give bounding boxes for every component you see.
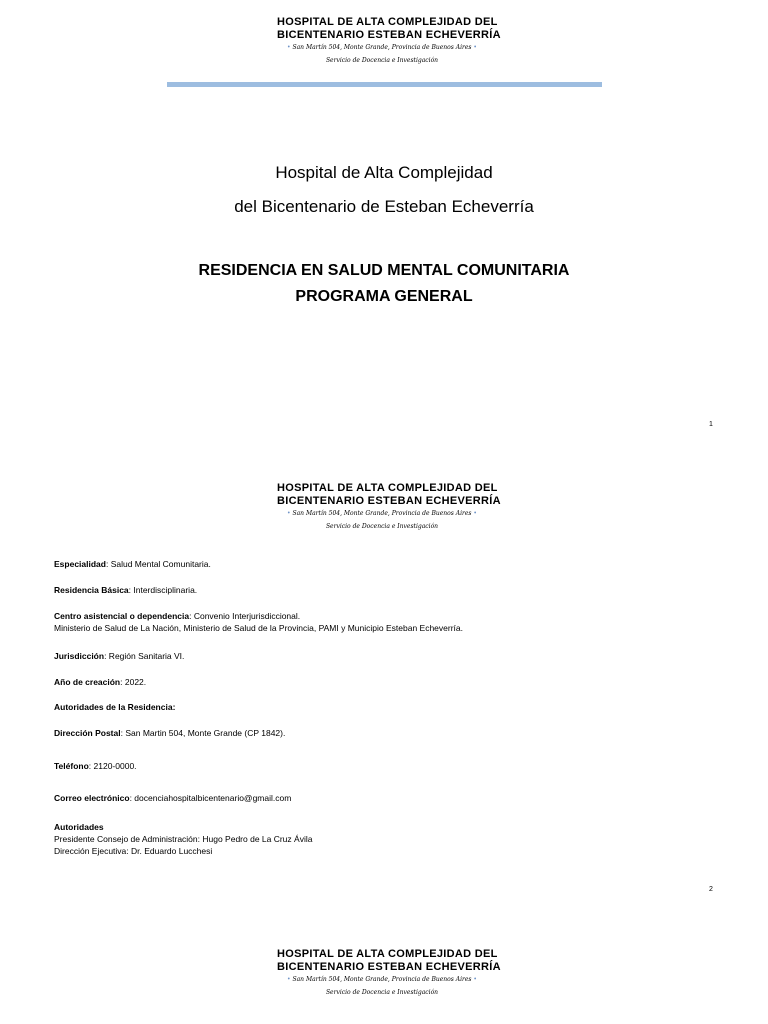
field-value: : — [172, 702, 176, 712]
letterhead-address: San Martín 504, Monte Grande, Provincia de Buenos Aires — [292, 976, 472, 983]
field-autoridades-residencia — [54, 701, 175, 713]
page-number-2: 2 — [709, 886, 713, 893]
letterhead-title-line1: HOSPITAL DE ALTA COMPLEJIDAD DEL — [277, 16, 498, 28]
letterhead-title-line2: BICENTENARIO ESTEBAN ECHEVERRÍA — [277, 495, 501, 507]
autoridad-presidente: Presidente Consejo de Administración: Hugo Pedro de La Cruz Ávila — [54, 834, 313, 844]
field-jurisdiccion — [54, 650, 184, 662]
letterhead-title-line1: HOSPITAL DE ALTA COMPLEJIDAD DEL — [277, 482, 498, 494]
field-label: Teléfono — [54, 761, 89, 771]
field-value: : docenciahospitalbicentenario@gmail.com — [129, 793, 292, 803]
field-value: : Región Sanitaria VI. — [104, 651, 185, 661]
field-correo — [54, 792, 291, 804]
field-value: : Salud Mental Comunitaria. — [105, 559, 211, 569]
letterhead-title-line2: BICENTENARIO ESTEBAN ECHEVERRÍA — [277, 29, 501, 41]
field-value: : Interdisciplinaria. — [128, 585, 198, 595]
field-residencia-basica — [54, 584, 197, 596]
bullet-icon: • — [287, 44, 291, 51]
letterhead-address-row — [262, 510, 502, 517]
field-especialidad — [54, 558, 211, 570]
field-value: : Convenio Interjurisdiccional. — [189, 611, 301, 621]
letterhead-title-line1: HOSPITAL DE ALTA COMPLEJIDAD DEL — [277, 948, 498, 960]
header-divider — [167, 82, 602, 87]
document-title-line1: RESIDENCIA EN SALUD MENTAL COMUNITARIA — [198, 262, 570, 279]
letterhead-address-row — [262, 976, 502, 983]
field-value: : San Martin 504, Monte Grande (CP 1842). — [120, 728, 286, 738]
field-label: Jurisdicción — [54, 651, 105, 661]
field-label: Autoridades de la Residencia — [54, 702, 173, 712]
bullet-icon: • — [473, 976, 477, 983]
letterhead-title-line2: BICENTENARIO ESTEBAN ECHEVERRÍA — [277, 961, 501, 973]
field-autoridades — [54, 821, 312, 857]
field-value: : 2120-0000. — [88, 761, 137, 771]
page-number-1: 1 — [709, 421, 713, 428]
document-title-line2: PROGRAMA GENERAL — [295, 288, 473, 305]
autoridad-direccion-ejecutiva: Dirección Ejecutiva: Dr. Eduardo Lucchesi — [54, 846, 213, 856]
bullet-icon: • — [473, 44, 477, 51]
field-centro-asistencial — [54, 610, 463, 634]
hospital-name-line1: Hospital de Alta Complejidad — [275, 163, 493, 182]
field-label: Residencia Básica — [54, 585, 129, 595]
letterhead-service: Servicio de Docencia e Investigación — [325, 989, 439, 996]
field-direccion-postal — [54, 727, 285, 739]
field-label: Correo electrónico — [54, 793, 130, 803]
bullet-icon: • — [473, 510, 477, 517]
field-label: Año de creación — [54, 677, 121, 687]
field-anio-creacion — [54, 676, 146, 688]
letterhead-service: Servicio de Docencia e Investigación — [325, 523, 439, 530]
bullet-icon: • — [287, 976, 291, 983]
bullet-icon: • — [287, 510, 291, 517]
letterhead-address: San Martín 504, Monte Grande, Provincia de Buenos Aires — [292, 44, 472, 51]
letterhead-address-row — [262, 44, 502, 51]
field-label: Centro asistencial o dependencia — [54, 611, 190, 621]
field-label: Especialidad — [54, 559, 106, 569]
field-value: : 2022. — [120, 677, 147, 687]
letterhead-address: San Martín 504, Monte Grande, Provincia de Buenos Aires — [292, 510, 472, 517]
field-telefono — [54, 760, 137, 772]
field-label: Dirección Postal — [54, 728, 121, 738]
field-label: Autoridades — [54, 822, 104, 832]
hospital-name-line2: del Bicentenario de Esteban Echeverría — [234, 197, 534, 216]
letterhead-service: Servicio de Docencia e Investigación — [325, 57, 439, 64]
field-value-line2: Ministerio de Salud de La Nación, Ministerio de Salud de la Provincia, PAMI y Municipio Esteban Echeverría. — [54, 623, 463, 633]
